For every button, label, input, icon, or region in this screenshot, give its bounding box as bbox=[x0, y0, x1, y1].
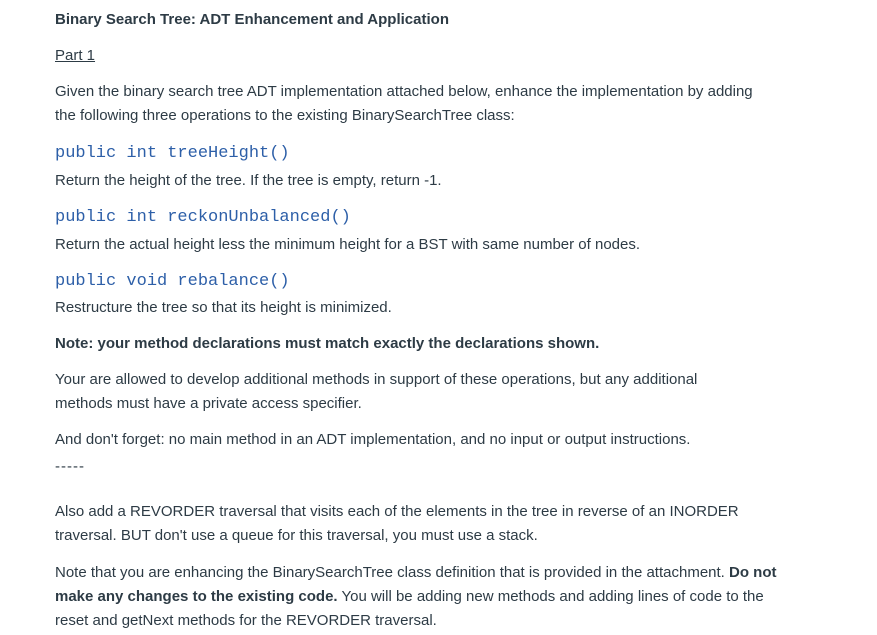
declaration-note: Note: your method declarations must match exactly the declarations shown. bbox=[55, 335, 600, 352]
final-note-paragraph bbox=[55, 561, 790, 633]
part-heading: Part 1 bbox=[55, 47, 96, 64]
method-signature-rebalance: public void rebalance() bbox=[55, 272, 290, 291]
separator-dashes: ----- bbox=[55, 458, 85, 475]
method-signature-reckon-unbalanced: public int reckonUnbalanced() bbox=[55, 208, 351, 227]
method-description-rebalance: Restructure the tree so that its height is minimized. bbox=[55, 299, 392, 316]
page-title: Binary Search Tree: ADT Enhancement and Application bbox=[55, 11, 449, 28]
method-description-reckon-unbalanced: Return the actual height less the minimum height for a BST with same number of nodes. bbox=[55, 236, 641, 253]
method-signature-tree-height: public int treeHeight() bbox=[55, 144, 290, 163]
final-note-part2: You will be adding new methods and adding lines of code to the reset and getNext methods for the REVORDER traversal. bbox=[55, 588, 764, 629]
intro-paragraph: Given the binary search tree ADT implementation attached below, enhance the implementation by adding the following three operations to the existing BinarySearchTree class: bbox=[55, 83, 753, 124]
allowed-paragraph: Your are allowed to develop additional methods in support of these operations, but any additional methods must have a private access specifier. bbox=[55, 371, 698, 412]
final-note-part1: Note that you are enhancing the BinarySearchTree class definition that is provided in the attachment. bbox=[55, 564, 730, 581]
revorder-paragraph: Also add a REVORDER traversal that visits each of the elements in the tree in reverse of an INORDER traversal. BUT don't use a queue for this traversal, you must use a stack. bbox=[55, 503, 739, 544]
final-note-bold: Do not make any changes to the existing code. bbox=[55, 564, 777, 605]
reminder-paragraph: And don't forget: no main method in an ADT implementation, and no input or output instructions. bbox=[55, 431, 691, 448]
method-description-tree-height: Return the height of the tree. If the tree is empty, return -1. bbox=[55, 172, 442, 189]
